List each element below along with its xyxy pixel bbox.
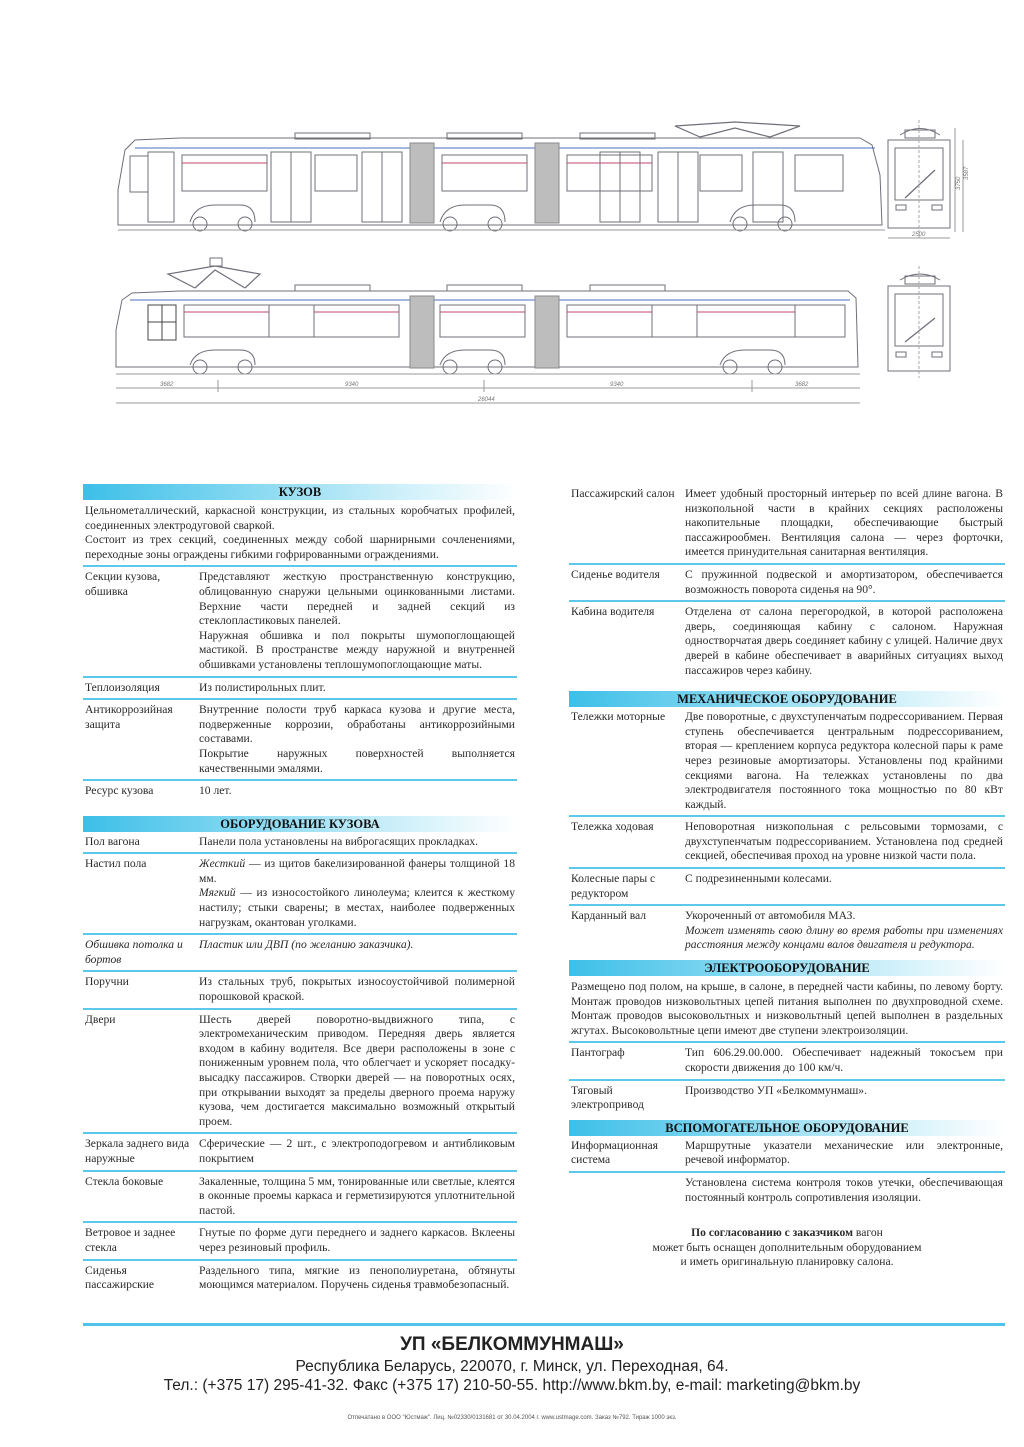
spec-label: Карданный вал [571, 909, 647, 923]
company-name: УП «БЕЛКОММУНМАШ» [400, 1334, 624, 1355]
tram-front-view-bottom [888, 266, 950, 378]
dim-total-length: 26044 [478, 397, 495, 403]
spec-row [83, 678, 517, 701]
spec-label: Пол вагона [85, 834, 140, 848]
note-line3: и иметь оригинальную планировку салона. [680, 1255, 894, 1269]
spec-value: — из износостойкого линолеума; клеится к жесткому настилу; стыки сварены; в местах, наиболее подверженных нагрузкам, окантован уголками. [199, 886, 515, 929]
spec-value: Шесть дверей поворотно-выдвижного типа, с электромеханическим приводом. Передняя дверь является входом в кабину водителя. Все двери расположены в зоне с пониженным уровнем пола, что облегчает и ускоряет посадку-высадку пассажиров. Створки дверей — на поворотных осях, при открывании выходят за пределы дверного проема наружу кузова, чем достигается максимально возможный открытый проем. [199, 1012, 515, 1128]
spec-row [83, 567, 517, 677]
spec-value: Производство УП «Белкоммунмаш». [685, 1083, 867, 1097]
kuzov-intro [83, 500, 517, 567]
spec-value-italic: Может изменять свою длину во время работы при изменениях расстояния между концами валов двигателя и редуктора. [685, 923, 1003, 952]
spec-row [569, 906, 1005, 956]
spec-row [83, 700, 517, 781]
spec-value: — из щитов бакелизированной фанеры толщиной 18 мм. [199, 857, 515, 885]
spec-value: Установлена система контроля токов утечки, обеспечивающая постоянный контроль сопротивления изоляции. [685, 1175, 1003, 1204]
spec-value: Отделена от салона перегородкой, в которой расположена дверь, соединяющая кабину с салоном. Наружная одностворчатая дверь соединяет кабину с улицей. Наличие двух дверей в кабине обеспечивает в аварийных ситуациях выход пассажиров через кабину. [685, 605, 1003, 677]
spec-label: Сиденья пассажирские [85, 1263, 155, 1292]
spec-value: Маршрутные указатели механические или электронные, речевой информатор. [685, 1138, 1003, 1167]
section-header-mech: МЕХАНИЧЕСКОЕ ОБОРУДОВАНИЕ [569, 691, 1005, 707]
spec-value: Пластик или ДВП (по желанию заказчика). [199, 938, 414, 952]
company-address: Республика Беларусь, 220070, г. Минск, ул. Переходная, 64. [295, 1358, 729, 1375]
spec-value: Закаленные, толщина 5 мм, тонированные или светлые, клеятся в оконные проемы каркаса и герметизируются уплотнительной пастой. [199, 1174, 515, 1217]
spec-value-italic: Жесткий [199, 857, 246, 871]
tram-front-view-top [888, 120, 963, 240]
left-column [83, 484, 517, 1296]
spec-row [569, 1136, 1005, 1173]
spec-row [83, 1010, 517, 1135]
spec-value: Внутренние полости труб каркаса кузова и другие места, подверженные коррозии, обработаны антикоррозийными составами. [199, 703, 515, 746]
spec-value: С пружинной подвеской и амортизатором, обеспечивается возможность поворота сиденья на 90°. [685, 567, 1003, 596]
section-header-electro: ЭЛЕКТРООБОРУДОВАНИЕ [569, 960, 1005, 976]
spec-row [83, 781, 517, 802]
tram-side-view-right [118, 122, 885, 231]
spec-value: Гнутые по форме дуги переднего и заднего каркасов. Вклеены через резиновый профиль. [199, 1226, 515, 1254]
dim-section-front: 3682 [160, 382, 174, 388]
spec-label: Антикоррозийная защита [85, 703, 173, 731]
print-imprint: Отпечатано в ООО "Юстмаж". Лиц. №02330/0131681 от 30.04.2004 г. www.ustmage.com. Заказ №792. Тираж 1000 экз. [347, 1415, 677, 1421]
right-column [569, 484, 1005, 1270]
spec-row [83, 935, 517, 972]
section-header-aux: ВСПОМОГАТЕЛЬНОЕ ОБОРУДОВАНИЕ [569, 1120, 1005, 1136]
spec-value: Из полистирольных плит. [199, 680, 326, 694]
spec-row [83, 854, 517, 935]
spec-row [569, 1081, 1005, 1116]
dim-section-rear: 3682 [795, 382, 809, 388]
dim-width: 2500 [912, 232, 926, 238]
spec-value: С подрезиненными колесами. [685, 872, 832, 886]
spec-row [83, 1261, 517, 1296]
spec-value-italic: Мягкий [199, 886, 236, 900]
note-line2: может быть оснащен дополнительным оборудованием [652, 1240, 922, 1254]
kuzov-intro-p2: Состоит из трех секций, соединенных между собой шарнирными сочленениями, переходные зоны ограждены гибкими гофрированными ограждениями. [85, 533, 515, 561]
spec-value: Две поворотные, с двухступенчатым подрессориванием. Первая ступень обеспечивается центральным подрессориванием, вторая — креплением корпуса редуктора колесной пары к раме через резиновые амортизаторы. Установлены под крайними секциями вагона. На тележках установлены по два электродвигателя постоянного тока мощностью по 80 кВт каждый. [685, 710, 1003, 811]
spec-label: Ветровое и заднее стекла [85, 1226, 176, 1254]
spec-label: Поручни [85, 975, 129, 989]
spec-row [569, 1173, 1005, 1208]
section-header-kuzov: КУЗОВ [83, 484, 517, 500]
spec-value: Из стальных труб, покрытых износоустойчивой полимерной порошковой краской. [199, 975, 515, 1004]
spec-value: Покрытие наружных поверхностей выполняется качественными эмалями. [199, 746, 515, 775]
spec-row [569, 565, 1005, 602]
dim-section-middle-1: 9340 [345, 382, 359, 388]
spec-label: Кабина водителя [571, 605, 655, 619]
spec-row [569, 484, 1005, 565]
electro-intro: Размещено под полом, на крыше, в салоне, в передней части кабины, по левому борту. Монтаж проводов низковольтных цепей питания выполнен по двухпроводной схеме. Монтаж проводов высоковольтных и низковольтный цепей выполнен в раздельных жгутах. Высоковольтные цепи имеют две ступени электроизоляции. [569, 976, 1005, 1043]
spec-row [569, 869, 1005, 906]
note-bold: По согласованию с заказчиком [691, 1226, 854, 1240]
section-header-oborudovanie-kuzova: ОБОРУДОВАНИЕ КУЗОВА [83, 816, 517, 832]
spec-label: Колесные пары с редуктором [571, 872, 656, 900]
footer-divider [83, 1323, 1005, 1326]
dim-height-body: 3587 [964, 166, 970, 180]
spec-label: Зеркала заднего вида наружные [85, 1137, 190, 1165]
spec-label: Ресурс кузова [85, 784, 154, 798]
company-contacts: Тел.: (+375 17) 295-41-32. Факс (+375 17) 210-50-55. http://www.bkm.by, e-mail: marketing@bkm.by [163, 1377, 861, 1394]
footer [0, 1330, 1024, 1421]
spec-label: Теплоизоляция [85, 680, 160, 694]
spec-value: Укороченный от автомобиля МАЗ. [685, 909, 856, 923]
spec-row [569, 817, 1005, 869]
note-line1: вагон [853, 1226, 883, 1240]
spec-label: Пассажирский салон [571, 487, 675, 500]
spec-value: Наружная обшивка и пол покрыты шумопоглощающей мастикой. В пространстве между наружной и внутренней обшивками установлены теплошумопоглощающие маты. [199, 628, 515, 671]
spec-label: Информационная система [571, 1138, 659, 1167]
spec-row [83, 1223, 517, 1260]
spec-value: Представляют жесткую пространственную конструкцию, облицованную снаружи цельными оцинкованными листами. Верхние части передней и задней секций из стеклопластиковых панелей. [199, 570, 515, 628]
spec-value: Панели пола установлены на виброгасящих прокладках. [199, 834, 479, 848]
spec-label: Секции кузова, обшивка [85, 570, 161, 598]
spec-value: Раздельного типа, мягкие из пенополиуретана, обтянуты моющимся материалом. Поручень сиденья травмобезопасный. [199, 1263, 515, 1292]
spec-row [569, 1043, 1005, 1080]
spec-row [83, 832, 517, 855]
spec-value: Тип 606.29.00.000. Обеспечивает надежный токосъем при скорости движения до 100 км/ч. [685, 1046, 1003, 1074]
dim-height-pantograph: 3750 [956, 176, 962, 190]
spec-value: 10 лет. [199, 784, 232, 798]
spec-label: Обшивка потолка и бортов [85, 938, 183, 966]
spec-row [83, 1172, 517, 1224]
spec-row [83, 972, 517, 1009]
customization-note [569, 1226, 1005, 1270]
kuzov-intro-p1: Цельнометаллический, каркасной конструкции, из стальных коробчатых профилей, соединенных электродуговой сваркой. [85, 504, 515, 532]
spec-value: Имеет удобный просторный интерьер по всей длине вагона. В низкопольной части в крайних секциях расположены накопительные площадки, обеспечивающие быстрый пассажирообмен. Вентиляция салона — через форточки, имеется принудительная санитарная вентиляция. [685, 487, 1003, 559]
spec-row [569, 707, 1005, 817]
spec-label: Настил пола [85, 857, 147, 871]
spec-row [569, 602, 1005, 681]
spec-value: Сферические — 2 шт., с электроподогревом и антибликовым покрытием [199, 1137, 515, 1165]
spec-label: Пантограф [571, 1046, 625, 1060]
spec-label: Тележки моторные [571, 710, 666, 724]
tram-side-view-left [116, 258, 860, 403]
spec-label [571, 1176, 685, 1205]
tram-technical-drawings [0, 0, 1024, 470]
spec-label: Сиденье водителя [571, 567, 660, 581]
dim-section-middle-2: 9340 [610, 382, 624, 388]
spec-label: Двери [85, 1012, 116, 1026]
spec-label: Тяговый электропривод [571, 1083, 644, 1112]
spec-row [83, 1134, 517, 1171]
spec-label: Тележка ходовая [571, 820, 654, 834]
spec-label: Стекла боковые [85, 1174, 164, 1188]
spec-value: Неповоротная низкопольная с рельсовыми тормозами, с двухступенчатым подрессориванием. Установлена под средней секцией, обеспечивая проход на уровне низкой части пола. [685, 820, 1003, 863]
